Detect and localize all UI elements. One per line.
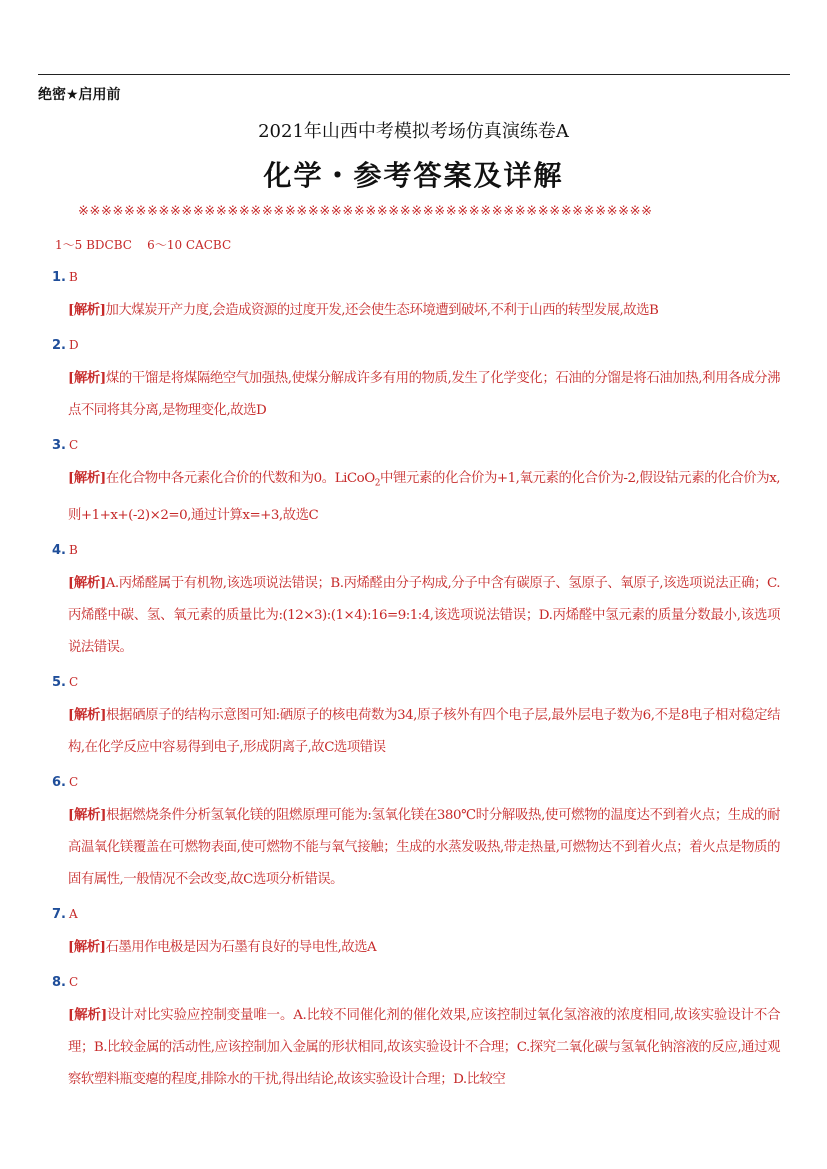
explanation-tag: [解析]: [68, 470, 106, 486]
question-6: [52, 771, 780, 896]
explanation: [68, 362, 780, 427]
explanation-text: 加大煤炭开产力度,会造成资源的过度开发,还会使生态环境遭到破坏,不利于山西的转型发展,故选B: [105, 303, 659, 318]
exam-subtitle: 2021年山西中考模拟考场仿真演练卷A: [258, 121, 569, 142]
explanation-text: 煤的干馏是将煤隔绝空气加强热,使煤分解成许多有用的物质,发生了化学变化；石油的分馏是将石油加热,利用各成分沸点不同将其分离,是物理变化,故选D: [68, 371, 781, 418]
question-answer: D: [68, 338, 79, 352]
explanation: [68, 294, 780, 327]
explanation-text: 根据燃烧条件分析氢氧化镁的阻燃原理可能为:氢氧化镁在380℃时分解吸热,使可燃物的温度达不到着火点；生成的耐高温氧化镁覆盖在可燃物表面,使可燃物不能与氧气接触；生成的水蒸发吸热,带走热量,可燃物达不到着火点；着火点是物质的固有属性,一般情况不会改变,故C选项分析错误。: [68, 807, 781, 887]
question-8: [52, 971, 780, 1096]
question-number: 3.: [52, 438, 66, 453]
question-2: [52, 334, 780, 427]
question-answer: C: [68, 974, 79, 989]
question-4: [52, 539, 780, 664]
explanation-text: 根据硒原子的结构示意图可知:硒原子的核电荷数为34,原子核外有四个电子层,最外层电子数为6,不是8电子相对稳定结构,在化学反应中容易得到电子,形成阴离子,故C选项错误: [68, 707, 780, 755]
question-1: [52, 266, 780, 327]
explanation: [68, 999, 780, 1096]
question-number: 5.: [52, 674, 66, 690]
question-number: 7.: [52, 906, 66, 922]
answer-summary: 1～5 BDCBC 6～10 CACBC: [55, 238, 232, 252]
decorative-star-divider: ※※※※※※※※※※※※※※※※※※※※※※※※※※※※※※※※※※※※※※※※※※※※※※※※※※: [78, 204, 653, 219]
explanation-tag: [解析]: [68, 1006, 107, 1023]
explanation: [68, 462, 780, 532]
question-3: [52, 434, 780, 532]
explanation-tag: [解析]: [68, 706, 106, 723]
explanation: [68, 799, 780, 896]
explanation-text: A.丙烯醛属于有机物,该选项说法错误；B.丙烯醛由分子构成,分子中含有碳原子、氢原子、氧原子,该选项说法正确；C.丙烯醛中碳、氢、氧元素的质量比为:(12×3):(1×4):16=9:1:4,该选项说法错误；D.丙烯醛中氢元素的质量分数最小,该选项说法错误。: [68, 575, 780, 655]
question-answer: B: [68, 270, 78, 284]
explanation-text: 石墨用作电极是因为石墨有良好的导电性,故选A: [105, 939, 377, 955]
explanation-tag: [解析]: [68, 302, 106, 318]
question-answer: C: [68, 774, 79, 789]
question-5: [52, 671, 780, 764]
explanation-tag: [解析]: [68, 370, 106, 386]
explanation-text-part1: 在化合物中各元素化合价的代数和为0。LiCoO: [105, 471, 375, 486]
question-number: 4.: [52, 542, 66, 558]
question-answer: A: [68, 906, 78, 921]
explanation-tag: [解析]: [68, 938, 106, 955]
question-number: 1.: [52, 270, 66, 285]
explanation-tag: [解析]: [68, 574, 106, 591]
question-7: [52, 903, 780, 964]
question-answer: C: [68, 438, 79, 452]
explanation: [68, 567, 780, 664]
explanation-tag: [解析]: [68, 806, 106, 823]
header-rule: [38, 74, 790, 75]
formula-subscript: 2: [374, 478, 380, 489]
question-number: 2.: [52, 338, 66, 353]
question-number: 8.: [52, 974, 66, 990]
explanation: [68, 699, 780, 764]
question-answer: C: [68, 674, 79, 689]
explanations-list: [52, 266, 780, 1103]
question-answer: B: [68, 542, 78, 557]
explanation-text-part2: 中锂元素的化合价为+1,氧元素的化合价为-2,假设钴元素的化合价为x,则+1+x+(-2)×2=0,通过计算x=+3,故选C: [68, 471, 781, 523]
explanation-text: 设计对比实验应控制变量唯一。A.比较不同催化剂的催化效果,应该控制过氧化氢溶液的浓度相同,故该实验设计不合理；B.比较金属的活动性,应该控制加入金属的形状相同,故该实验设计不合理；C.探究二氧化碳与氢氧化钠溶液的反应,通过观察软塑料瓶变瘪的程度,排除水的干扰,得出结论,故该实验设计合理；D.比较空: [68, 1007, 781, 1087]
explanation: [68, 931, 780, 964]
question-number: 6.: [52, 774, 66, 790]
confidential-label: 绝密★启用前: [38, 87, 121, 103]
page-title: 化学・参考答案及详解: [263, 159, 564, 192]
